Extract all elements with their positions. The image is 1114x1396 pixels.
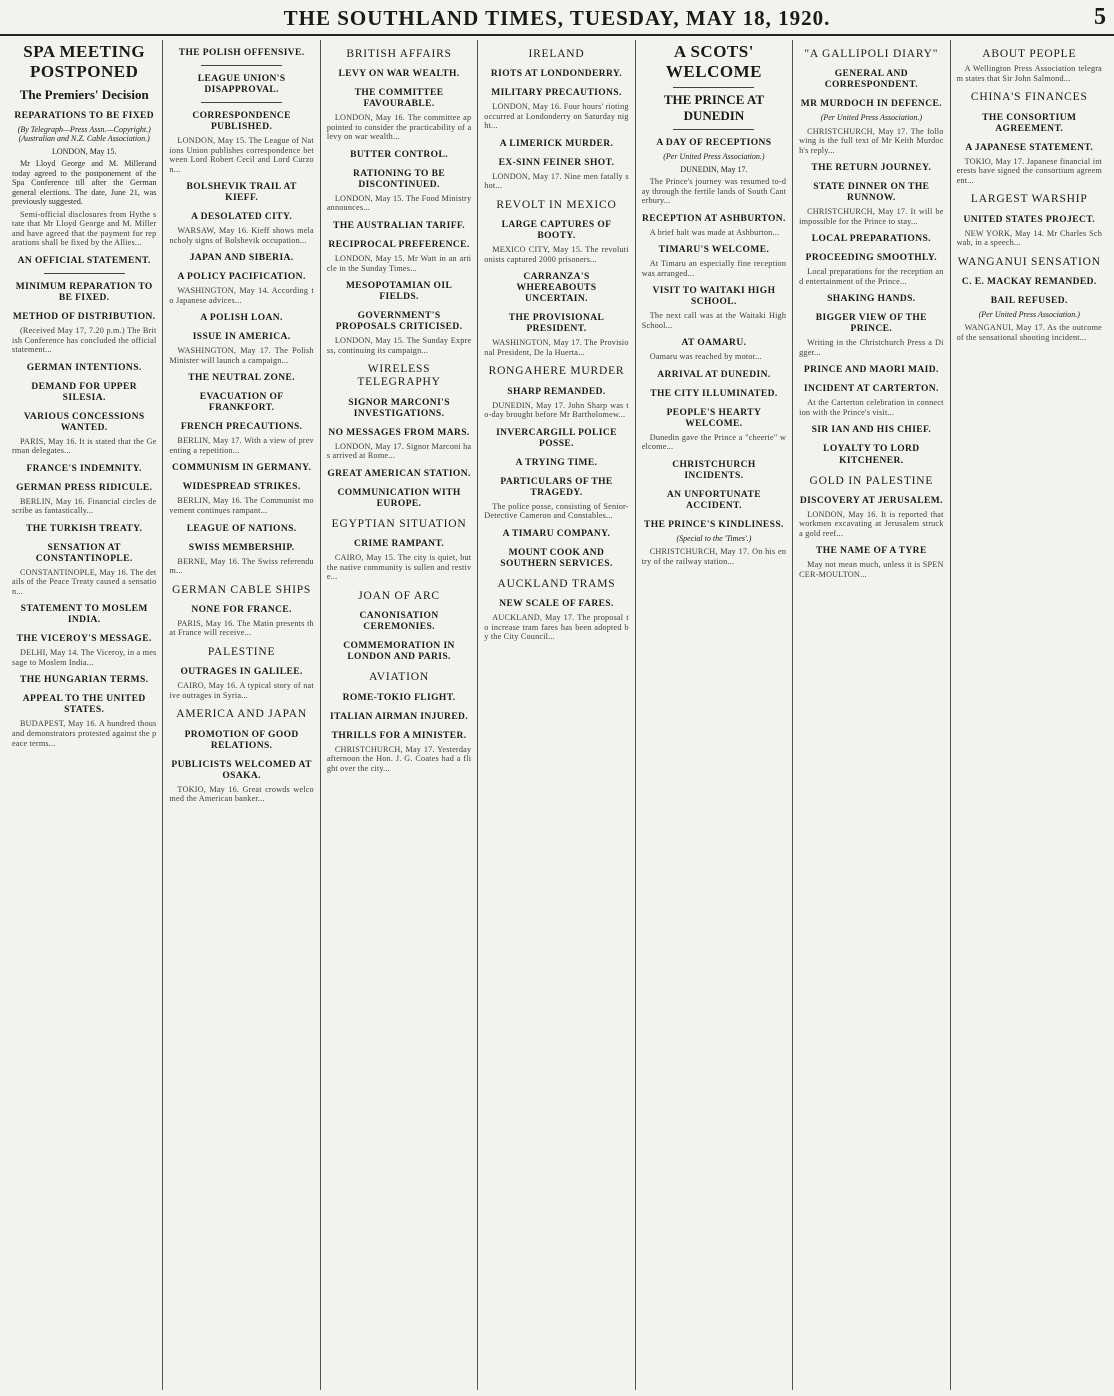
heading: AMERICA AND JAPAN bbox=[176, 708, 308, 721]
column-6 bbox=[793, 40, 950, 1390]
heading: TIMARU'S WELCOME. bbox=[658, 245, 770, 256]
heading: THE POLISH OFFENSIVE. bbox=[178, 48, 305, 58]
dateline: LONDON, May 15. bbox=[51, 147, 117, 157]
heading: INVERCARGILL POLICE POSSE. bbox=[496, 427, 617, 449]
body-text-block: CHRISTCHURCH, May 17. Yesterday afternoon the Hon. J. G. Coates had a flight over the city... bbox=[326, 744, 472, 773]
heading: AVIATION bbox=[369, 671, 429, 684]
heading: BIGGER VIEW OF THE PRINCE. bbox=[815, 313, 927, 335]
body-text-block: MEXICO CITY, May 15. The revolutionists captured 2000 prisoners... bbox=[484, 245, 629, 264]
heading: A DESOLATED CITY. bbox=[191, 212, 293, 223]
column-5 bbox=[636, 40, 793, 1390]
heading: LOCAL PREPARATIONS. bbox=[811, 234, 931, 245]
heading: AUCKLAND TRAMS bbox=[497, 578, 616, 590]
heading: GERMAN CABLE SHIPS bbox=[172, 583, 312, 596]
heading: THE VICEROY'S MESSAGE. bbox=[16, 634, 152, 645]
heading: THE PROVISIONAL PRESIDENT. bbox=[508, 313, 605, 335]
heading: COMMUNICATION WITH EUROPE. bbox=[337, 487, 461, 509]
heading: PROCEEDING SMOOTHLY. bbox=[805, 253, 938, 264]
body-text-block: Dunedin gave the Prince a "cheerie" welcome... bbox=[641, 432, 787, 452]
heading: PROMOTION OF GOOD RELATIONS. bbox=[184, 729, 299, 751]
heading: AT OAMARU. bbox=[681, 338, 747, 349]
body-text-block: LONDON, May 16. The committee appointed to consider the practicability of a levy on war wealth... bbox=[326, 113, 472, 142]
heading: A LIMERICK MURDER. bbox=[499, 138, 614, 149]
heading: MR MURDOCH IN DEFENCE. bbox=[800, 99, 942, 110]
heading: CHRISTCHURCH INCIDENTS. bbox=[672, 459, 756, 481]
heading: PALESTINE bbox=[207, 645, 276, 658]
special-note: (Special to the 'Times'.) bbox=[676, 534, 752, 544]
body-text-block: DELHI, May 14. The Viceroy, in a message to Moslem India... bbox=[12, 648, 157, 667]
heading: BAIL REFUSED. bbox=[990, 296, 1068, 306]
credit-line: (By Telegraph—Press Assn.—Copyright.) (Australian and N.Z. Cable Association.) bbox=[17, 124, 151, 143]
heading: LARGE CAPTURES OF BOOTY. bbox=[501, 220, 612, 242]
heading: SHAKING HANDS. bbox=[827, 294, 916, 305]
page-number: 5 bbox=[1094, 4, 1106, 30]
heading: VISIT TO WAITAKI HIGH SCHOOL. bbox=[652, 286, 776, 308]
body-text-block: Writing in the Christchurch Press a Digger... bbox=[799, 338, 944, 357]
heading: THE PRINCE'S KINDLINESS. bbox=[644, 520, 784, 531]
heading: BRITISH AFFAIRS bbox=[346, 48, 452, 60]
heading: ITALIAN AIRMAN INJURED. bbox=[330, 711, 469, 722]
heading: AN UNFORTUNATE ACCIDENT. bbox=[666, 489, 761, 511]
heading: CHINA'S FINANCES bbox=[970, 91, 1088, 104]
body-text-block: PARIS, May 16. It is stated that the German delegates... bbox=[12, 436, 157, 456]
heading: LEAGUE OF NATIONS. bbox=[186, 523, 297, 534]
heading: SIGNOR MARCONI'S INVESTIGATIONS. bbox=[348, 397, 450, 419]
body-text-block: The Prince's journey was resumed to-day through the fertile lands of South Canterbury... bbox=[641, 177, 787, 206]
body-text-block: LONDON, May 16. It is reported that workmen excavating at Jerusalem struck a gold reef... bbox=[799, 509, 944, 538]
heading: OUTRAGES IN GALILEE. bbox=[180, 667, 303, 678]
heading: LEAGUE UNION'S DISAPPROVAL. bbox=[197, 74, 286, 96]
article-paragraph: Mr Lloyd George and M. Millerand today agreed to the postponement of the Spa Conference till after the German general elections. The date, June 21, was previously suggested. bbox=[12, 159, 157, 207]
body-text-block: DUNEDIN, May 17. John Sharp was to-day brought before Mr Bartholomew... bbox=[484, 400, 629, 420]
heading: THE NEUTRAL ZONE. bbox=[188, 373, 296, 384]
body-text-block: The police posse, consisting of Senior-Detective Cameron and Constables... bbox=[484, 501, 629, 521]
heading: CARRANZA'S WHEREABOUTS UNCERTAIN. bbox=[516, 272, 597, 305]
heading: DEMAND FOR UPPER SILESIA. bbox=[31, 381, 138, 403]
heading: BOLSHEVIK TRAIL AT KIEFF. bbox=[186, 182, 297, 204]
heading: ROME-TOKIO FLIGHT. bbox=[342, 692, 456, 703]
body-text-block: WASHINGTON, May 17. The Provisional President, De la Huerta... bbox=[484, 338, 629, 357]
column-1 bbox=[6, 40, 163, 1390]
credit-line: (Per United Press Association.) bbox=[978, 310, 1080, 320]
heading: GOVERNMENT'S PROPOSALS CRITICISED. bbox=[335, 311, 463, 333]
body-text-block: WARSAW, May 16. Kieff shows melancholy signs of Bolshevik occupation... bbox=[169, 226, 314, 245]
heading: JAPAN AND SIBERIA. bbox=[189, 253, 294, 264]
body-text-block: LONDON, May 15. Mr Watt in an article in the Sunday Times... bbox=[326, 254, 472, 273]
body-text-block: CHRISTCHURCH, May 17. It will be impossible for the Prince to stay... bbox=[799, 207, 944, 226]
heading: A TRYING TIME. bbox=[515, 457, 598, 468]
heading: CANONISATION CEREMONIES. bbox=[359, 611, 439, 633]
heading: ABOUT PEOPLE bbox=[982, 48, 1077, 60]
heading: THE RETURN JOURNEY. bbox=[811, 163, 932, 174]
heading: NONE FOR FRANCE. bbox=[191, 604, 292, 615]
divider bbox=[201, 102, 282, 103]
subhead-reparations: REPARATIONS TO BE FIXED bbox=[14, 110, 155, 121]
heading: THE TURKISH TREATY. bbox=[26, 523, 143, 534]
heading: C. E. MACKAY REMANDED. bbox=[961, 276, 1097, 287]
heading: THRILLS FOR A MINISTER. bbox=[331, 730, 467, 741]
heading: GENERAL AND CORRESPONDENT. bbox=[824, 69, 918, 91]
heading: THE HUNGARIAN TERMS. bbox=[19, 675, 149, 686]
dateline: DUNEDIN, May 17. bbox=[680, 164, 748, 174]
body-text-block: BERLIN, May 17. With a view of preventing a repetition... bbox=[169, 436, 314, 455]
heading: STATE DINNER ON THE RUNNOW. bbox=[813, 182, 930, 204]
heading: RECIPROCAL PREFERENCE. bbox=[328, 240, 470, 251]
headline-spa: SPA MEETING POSTPONED bbox=[23, 42, 146, 81]
heading: A JAPANESE STATEMENT. bbox=[965, 142, 1094, 153]
heading: A TIMARU COMPANY. bbox=[502, 528, 611, 539]
body-text-block: (Received May 17, 7.20 p.m.) The British Conference has concluded the official statement... bbox=[12, 326, 157, 355]
heading: LEVY ON WAR WEALTH. bbox=[338, 69, 460, 80]
heading: COMMEMORATION IN LONDON AND PARIS. bbox=[343, 641, 455, 663]
body-text-block: CHRISTCHURCH, May 17. On his entry of the railway station... bbox=[641, 547, 787, 566]
heading: JOAN OF ARC bbox=[358, 589, 440, 602]
body-text-block: LONDON, May 16. Four hours' rioting occurred at Londonderry on Saturday night... bbox=[484, 102, 629, 131]
body-text-block: CONSTANTINOPLE, May 16. The details of the Peace Treaty caused a sensation... bbox=[12, 567, 157, 596]
subhead-premiers: The Premiers' Decision bbox=[19, 87, 149, 103]
heading: A POLICY PACIFICATION. bbox=[177, 272, 306, 283]
body-text-block: WASHINGTON, May 17. The Polish Minister will launch a campaign... bbox=[169, 346, 314, 365]
heading: THE AUSTRALIAN TARIFF. bbox=[333, 221, 466, 231]
heading: PARTICULARS OF THE TRAGEDY. bbox=[500, 476, 613, 498]
heading: PUBLICISTS WELCOMED AT OSAKA. bbox=[171, 759, 312, 781]
heading: PEOPLE'S HEARTY WELCOME. bbox=[666, 407, 762, 429]
body-text-block: At the Carterton celebration in connection with the Prince's visit... bbox=[799, 398, 944, 417]
credit-line: (Per United Press Association.) bbox=[663, 151, 765, 161]
heading: THE NAME OF A TYRE bbox=[816, 546, 927, 557]
heading: STATEMENT TO MOSLEM INDIA. bbox=[20, 604, 148, 626]
body-text-block: BERLIN, May 16. Financial circles describe as fantastically... bbox=[12, 496, 157, 516]
heading: BUTTER CONTROL. bbox=[350, 149, 448, 160]
heading: RECEPTION AT ASHBURTON. bbox=[642, 213, 786, 224]
page-columns bbox=[6, 40, 1108, 1390]
headline-scots-welcome: A SCOTS' WELCOME bbox=[665, 42, 762, 81]
heading: THE CITY ILLUMINATED. bbox=[650, 388, 778, 399]
heading: WIRELESS TELEGRAPHY bbox=[357, 363, 441, 389]
heading: A POLISH LOAN. bbox=[200, 313, 283, 324]
newspaper-title: THE SOUTHLAND TIMES, TUESDAY, MAY 18, 1920. bbox=[283, 6, 831, 30]
heading: THE CONSORTIUM AGREEMENT. bbox=[982, 112, 1077, 134]
heading: ISSUE IN AMERICA. bbox=[192, 332, 291, 343]
heading: RIOTS AT LONDONDERRY. bbox=[490, 69, 623, 80]
heading: SWISS MEMBERSHIP. bbox=[188, 542, 295, 553]
heading: AN OFFICIAL STATEMENT. bbox=[17, 255, 151, 266]
body-text-block: AUCKLAND, May 17. The proposal to increase tram fares has been adopted by the City Council... bbox=[484, 613, 629, 642]
heading: SENSATION AT CONSTANTINOPLE. bbox=[35, 542, 133, 564]
heading: THE COMMITTEE FAVOURABLE. bbox=[354, 88, 444, 110]
heading: WANGANUI SENSATION bbox=[957, 255, 1101, 268]
column-7 bbox=[951, 40, 1108, 1390]
heading: MINIMUM REPARATION TO BE FIXED. bbox=[15, 281, 153, 303]
divider bbox=[673, 87, 754, 88]
heading: LARGEST WARSHIP bbox=[970, 193, 1088, 206]
body-text-block: A brief halt was made at Ashburton... bbox=[649, 227, 780, 237]
heading: METHOD OF DISTRIBUTION. bbox=[12, 312, 156, 323]
body-text-block: LONDON, May 15. The League of Nations Union publishes correspondence between Lord Robert Cecil and Lord Curzon... bbox=[169, 136, 314, 174]
divider bbox=[673, 129, 754, 130]
heading: SHARP REMANDED. bbox=[507, 386, 606, 397]
body-text-block: Local preparations for the reception and entertainment of the Prince... bbox=[799, 267, 944, 286]
body-text-block: CAIRO, May 16. A typical story of native outrages in Syria... bbox=[169, 681, 314, 700]
heading: FRANCE'S INDEMNITY. bbox=[26, 463, 142, 474]
heading: APPEAL TO THE UNITED STATES. bbox=[22, 694, 146, 716]
heading: INCIDENT AT CARTERTON. bbox=[803, 384, 939, 395]
heading: VARIOUS CONCESSIONS WANTED. bbox=[23, 411, 145, 433]
heading: CORRESPONDENCE PUBLISHED. bbox=[192, 111, 291, 133]
heading: EGYPTIAN SITUATION bbox=[331, 517, 467, 530]
body-text-block: BERNE, May 16. The Swiss referendum... bbox=[169, 556, 314, 576]
body-text-block: PARIS, May 16. The Matin presents that France will receive... bbox=[169, 618, 314, 638]
body-text-block: BUDAPEST, May 16. A hundred thousand demonstrators protested against the peace terms... bbox=[12, 719, 157, 748]
heading: CRIME RAMPANT. bbox=[353, 539, 445, 550]
heading: GERMAN INTENTIONS. bbox=[26, 362, 142, 373]
masthead bbox=[0, 0, 1114, 36]
body-text-block: LONDON, May 15. The Sunday Express, continuing its campaign... bbox=[326, 336, 472, 355]
column-2 bbox=[163, 40, 320, 1390]
heading: WIDESPREAD STRIKES. bbox=[182, 482, 301, 493]
column-3 bbox=[321, 40, 478, 1390]
heading: GERMAN PRESS RIDICULE. bbox=[16, 482, 153, 493]
body-text-block: Semi-official disclosures from Hythe state that Mr Lloyd George and M. Millerand have agreed that the payment for reparations shall be fixed by the Allies... bbox=[12, 209, 157, 248]
body-text-block: At Timaru an especially fine reception was arranged... bbox=[641, 259, 787, 278]
body-text-block: CAIRO, May 15. The city is quiet, but the native community is sullen and restive... bbox=[326, 553, 472, 582]
heading: NEW SCALE OF FARES. bbox=[499, 599, 614, 610]
body-text-block: TOKIO, May 17. Japanese financial interests have signed the consortium agreement... bbox=[956, 156, 1102, 185]
body-text-block: WASHINGTON, May 14. According to Japanese advices... bbox=[169, 286, 314, 305]
heading: REVOLT IN MEXICO bbox=[496, 198, 617, 211]
body-text-block: A Wellington Press Association telegram states that Sir John Salmond... bbox=[956, 64, 1102, 83]
divider bbox=[201, 65, 282, 66]
body-text-block: LONDON, May 15. The Food Ministry announces... bbox=[326, 193, 472, 213]
body-text-block: LONDON, May 17. Nine men fatally shot... bbox=[484, 171, 629, 191]
credit-line: (Per United Press Association.) bbox=[820, 113, 923, 123]
body-text-block: Oamaru was reached by motor... bbox=[649, 352, 762, 362]
body-text-block: May not mean much, unless it is SPENCER-MOULTON... bbox=[799, 560, 944, 579]
heading: LOYALTY TO LORD KITCHENER. bbox=[823, 444, 920, 466]
heading: NO MESSAGES FROM MARS. bbox=[328, 427, 470, 438]
heading: UNITED STATES PROJECT. bbox=[963, 214, 1096, 225]
heading: RONGAHERE MURDER bbox=[488, 365, 625, 378]
heading: GOLD IN PALESTINE bbox=[809, 474, 934, 487]
heading: FRENCH PRECAUTIONS. bbox=[180, 422, 303, 433]
body-text-block: CHRISTCHURCH, May 17. The following is the full text of Mr Keith Murdoch's reply... bbox=[799, 126, 944, 155]
heading: ARRIVAL AT DUNEDIN. bbox=[657, 369, 771, 380]
body-text-block: The next call was at the Waitaki High School... bbox=[641, 311, 787, 330]
column-4 bbox=[478, 40, 635, 1390]
heading: MILITARY PRECAUTIONS. bbox=[491, 88, 622, 99]
subhead-prince-dunedin: THE PRINCE AT DUNEDIN bbox=[663, 92, 764, 123]
body-text-block: BERLIN, May 16. The Communist movement continues rampant... bbox=[169, 496, 314, 515]
heading: COMMUNISM IN GERMANY. bbox=[172, 463, 312, 474]
heading: MOUNT COOK AND SOUTHERN SERVICES. bbox=[500, 547, 613, 569]
heading: "A GALLIPOLI DIARY" bbox=[804, 48, 939, 60]
subhead-receptions: A DAY OF RECEPTIONS bbox=[656, 137, 772, 148]
body-text-block: LONDON, May 17. Signor Marconi has arrived at Rome... bbox=[326, 441, 472, 461]
heading: DISCOVERY AT JERUSALEM. bbox=[799, 495, 943, 506]
divider bbox=[44, 273, 125, 274]
heading: EVACUATION OF FRANKFORT. bbox=[199, 392, 284, 414]
heading: MESOPOTAMIAN OIL FIELDS. bbox=[345, 281, 453, 303]
heading: RATIONING TO BE DISCONTINUED. bbox=[353, 168, 446, 190]
body-text-block: NEW YORK, May 14. Mr Charles Schwab, in a speech... bbox=[956, 228, 1102, 248]
heading: EX-SINN FEINER SHOT. bbox=[498, 157, 615, 168]
body-text-block: WANGANUI, May 17. As the outcome of the sensational shooting incident... bbox=[956, 323, 1102, 342]
heading: IRELAND bbox=[528, 48, 585, 60]
heading: PRINCE AND MAORI MAID. bbox=[803, 365, 939, 376]
body-text-block: TOKIO, May 16. Great crowds welcomed the American banker... bbox=[169, 784, 314, 804]
heading: GREAT AMERICAN STATION. bbox=[327, 468, 471, 479]
heading: SIR IAN AND HIS CHIEF. bbox=[811, 425, 932, 436]
